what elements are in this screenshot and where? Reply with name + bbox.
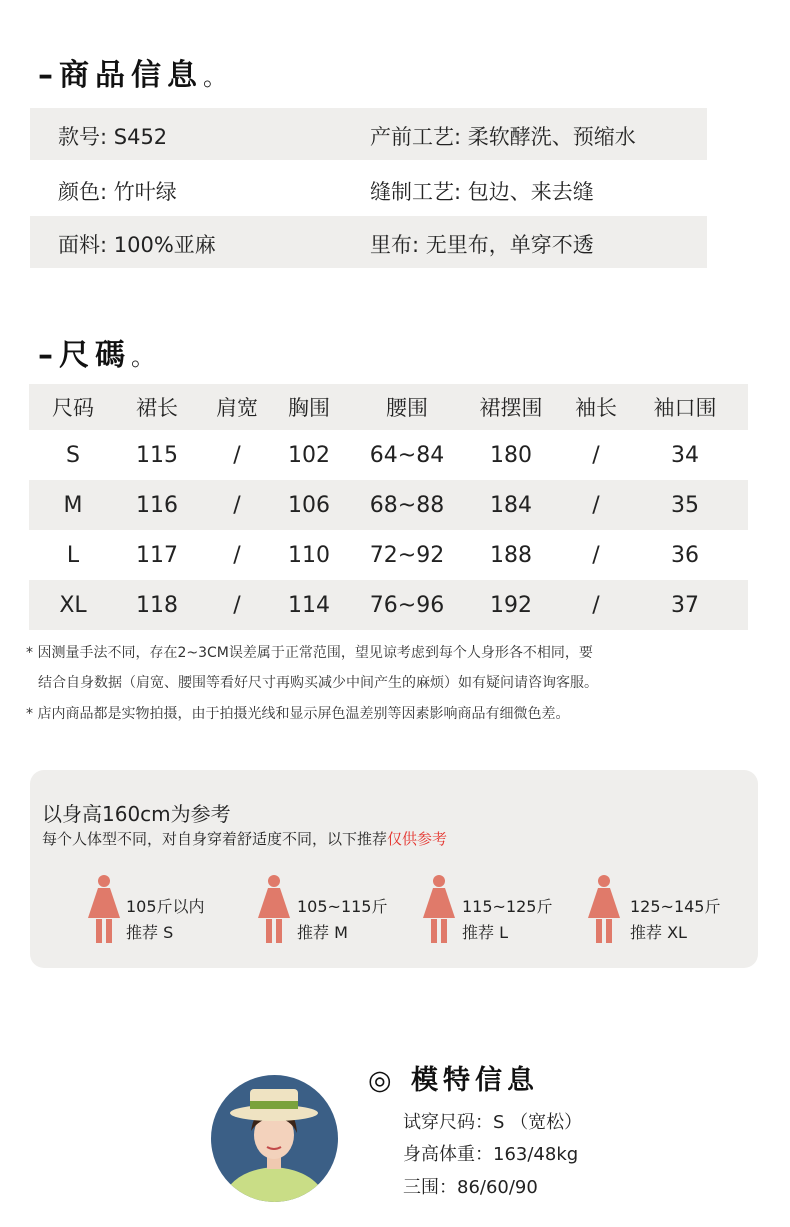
col-header-size: 尺码 bbox=[52, 396, 94, 420]
woman-figure-icon bbox=[84, 874, 124, 944]
size-section-title: –尺碼。 bbox=[38, 338, 161, 373]
col-header-length: 裙长 bbox=[136, 396, 178, 420]
cell-waist: 64~84 bbox=[369, 442, 445, 468]
reference-disclaimer: 仅供参考 bbox=[387, 830, 448, 848]
model-avatar bbox=[211, 1075, 338, 1202]
table-row bbox=[29, 430, 748, 480]
cell-size: M bbox=[63, 492, 83, 518]
cell-length: 117 bbox=[136, 542, 178, 568]
cell-length: 116 bbox=[136, 492, 178, 518]
col-header-shoulder: 肩宽 bbox=[216, 396, 258, 420]
weight-range: 125~145斤 bbox=[630, 897, 721, 916]
model-try-size: 试穿尺码：S （宽松） bbox=[403, 1112, 583, 1133]
info-row bbox=[30, 163, 707, 215]
cell-hem: 192 bbox=[490, 592, 532, 618]
recommend-size: 推荐 L bbox=[462, 923, 509, 942]
table-row bbox=[29, 580, 748, 630]
cell-length: 115 bbox=[136, 442, 178, 468]
weight-range: 105~115斤 bbox=[297, 897, 388, 916]
cell-bust: 114 bbox=[288, 592, 330, 618]
table-header-row bbox=[29, 384, 748, 430]
recommend-size: 推荐 XL bbox=[630, 923, 687, 942]
cell-bust: 106 bbox=[288, 492, 330, 518]
cell-waist: 68~88 bbox=[369, 492, 445, 518]
cell-sleeve: / bbox=[592, 442, 600, 468]
table-row bbox=[29, 480, 748, 530]
cell-hem: 180 bbox=[490, 442, 532, 468]
woman-figure-icon bbox=[584, 874, 624, 944]
reference-item bbox=[462, 894, 553, 946]
cell-length: 118 bbox=[136, 592, 178, 618]
note-measurement-cont: 结合自身数据（肩宽、腰围等看好尺寸再购买减少中间产生的麻烦）如有疑问请咨询客服。 bbox=[38, 675, 598, 691]
woman-figure-icon bbox=[419, 874, 459, 944]
woman-figure-icon bbox=[254, 874, 294, 944]
cell-size: L bbox=[66, 542, 80, 568]
reference-item bbox=[297, 894, 388, 946]
col-header-hem: 裙摆围 bbox=[479, 396, 543, 420]
size-reference-panel bbox=[30, 770, 758, 968]
note-color-diff: * 店内商品都是实物拍摄，由于拍摄光线和显示屏色温差别等因素影响商品有细微色差。 bbox=[26, 706, 570, 722]
info-lining: 里布: 无里布，单穿不透 bbox=[370, 233, 594, 257]
cell-cuff: 34 bbox=[671, 442, 699, 468]
info-style-number: 款号: S452 bbox=[58, 125, 168, 149]
model-height-weight: 身高体重：163/48kg bbox=[403, 1144, 579, 1165]
recommend-size: 推荐 S bbox=[126, 923, 174, 942]
weight-range: 115~125斤 bbox=[462, 897, 553, 916]
cell-cuff: 35 bbox=[671, 492, 699, 518]
weight-range: 105斤以内 bbox=[126, 897, 205, 916]
table-row bbox=[29, 530, 748, 580]
reference-item bbox=[630, 894, 721, 946]
cell-waist: 76~96 bbox=[369, 592, 445, 618]
cell-cuff: 36 bbox=[671, 542, 699, 568]
info-row bbox=[30, 216, 707, 268]
cell-bust: 110 bbox=[288, 542, 330, 568]
size-table bbox=[29, 384, 748, 630]
info-row bbox=[30, 108, 707, 160]
reference-item bbox=[126, 894, 205, 946]
reference-subtitle: 每个人体型不同，对自身穿着舒适度不同，以下推荐仅供参考 bbox=[42, 830, 448, 848]
cell-sleeve: / bbox=[592, 542, 600, 568]
col-header-waist: 腰围 bbox=[386, 396, 428, 420]
cell-sleeve: / bbox=[592, 592, 600, 618]
col-header-sleeve: 袖长 bbox=[575, 396, 617, 420]
cell-sleeve: / bbox=[592, 492, 600, 518]
cell-shoulder: / bbox=[233, 442, 241, 468]
cell-cuff: 37 bbox=[671, 592, 699, 618]
model-measurements: 三围：86/60/90 bbox=[403, 1177, 538, 1198]
product-info-title: –商品信息。 bbox=[38, 58, 233, 93]
info-color: 颜色: 竹叶绿 bbox=[58, 180, 177, 204]
cell-size: XL bbox=[59, 592, 87, 618]
cell-hem: 188 bbox=[490, 542, 532, 568]
recommend-size: 推荐 M bbox=[297, 923, 348, 942]
info-sewing: 缝制工艺: 包边、来去缝 bbox=[370, 180, 594, 204]
model-info-title: ◎ 模特信息 bbox=[368, 1065, 539, 1096]
cell-hem: 184 bbox=[490, 492, 532, 518]
cell-waist: 72~92 bbox=[369, 542, 445, 568]
cell-shoulder: / bbox=[233, 492, 241, 518]
cell-size: S bbox=[66, 442, 80, 468]
cell-shoulder: / bbox=[233, 592, 241, 618]
note-measurement: * 因测量手法不同，存在2~3CM误差属于正常范围，望见谅考虑到每个人身形各不相同，要 bbox=[26, 645, 593, 661]
col-header-bust: 胸围 bbox=[288, 396, 330, 420]
reference-title: 以身高160cm为参考 bbox=[42, 802, 231, 826]
cell-shoulder: / bbox=[233, 542, 241, 568]
col-header-cuff: 袖口围 bbox=[653, 396, 717, 420]
info-pre-process: 产前工艺: 柔软酵洗、预缩水 bbox=[370, 125, 636, 149]
cell-bust: 102 bbox=[288, 442, 330, 468]
info-fabric: 面料: 100%亚麻 bbox=[58, 233, 216, 257]
